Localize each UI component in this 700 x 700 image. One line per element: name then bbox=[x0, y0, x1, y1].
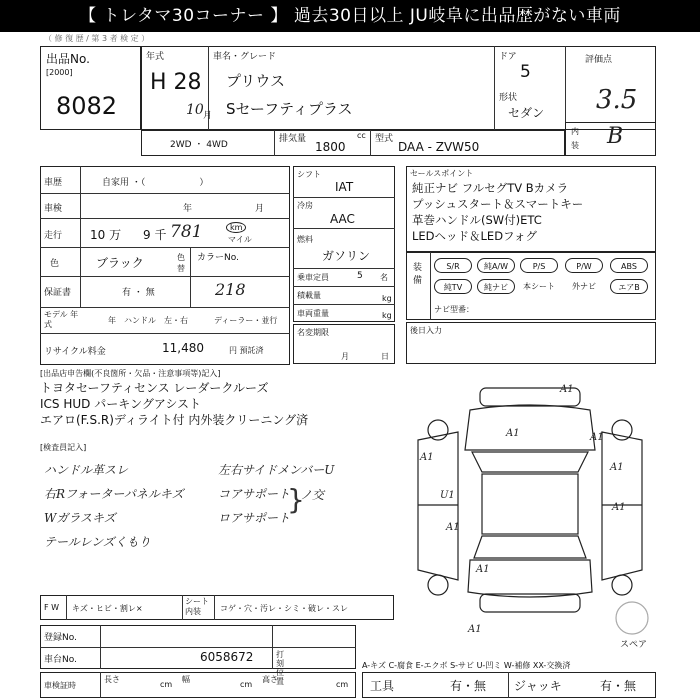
jack-label: ジャッキ bbox=[514, 679, 562, 693]
recycle-label: リサイクル料金 bbox=[44, 347, 106, 357]
left-detail-block bbox=[40, 166, 290, 365]
car-label: 車名・グレード bbox=[213, 52, 277, 62]
header-fragment: （ 修 復 歴 / 第 3 者 検 定 ） bbox=[44, 34, 150, 43]
sales-point-line: プッシュスタート＆スマートキー bbox=[412, 197, 584, 211]
mileage-mile: マイル bbox=[228, 235, 252, 244]
inspector-right-note: ノ交 bbox=[300, 488, 325, 502]
equip-ps: P/S bbox=[520, 258, 558, 273]
width-unit: cm bbox=[240, 680, 253, 689]
displacement-unit: cc bbox=[357, 131, 366, 140]
length-label: 長さ bbox=[104, 675, 120, 684]
damage-mark: A1 bbox=[506, 428, 520, 439]
mileage-label: 走行 bbox=[44, 231, 63, 241]
height-label: 高さ bbox=[262, 675, 278, 684]
tool-value: 有・無 bbox=[450, 679, 487, 693]
chassis-value: 6058672 bbox=[200, 650, 254, 664]
handle-label: ハンドル bbox=[124, 316, 156, 325]
inspection-year: 年 bbox=[183, 204, 193, 214]
inspector-note: ロアサポート bbox=[218, 511, 291, 525]
handle-value: 左・右 bbox=[164, 316, 188, 325]
inspector-note: 左右サイドメンバーU bbox=[218, 463, 335, 477]
damage-mark: A1 bbox=[420, 452, 434, 463]
weight-label: 車両重量 bbox=[297, 309, 329, 318]
model-year-unit: 年 bbox=[108, 316, 116, 325]
color-change-label: 色替 bbox=[177, 253, 185, 273]
equip-seat: 本シート bbox=[520, 279, 558, 294]
namechange-label: 名変期限 bbox=[297, 328, 329, 337]
inspector-note: 右Rフォーターパネルキズ bbox=[44, 487, 184, 501]
inspector-note: コアサポート bbox=[218, 487, 291, 501]
capacity-label: 乗車定員 bbox=[297, 273, 329, 282]
damage-mark: A1 bbox=[560, 384, 574, 395]
spare-label: スペア bbox=[620, 640, 648, 650]
equip-sr: S/R bbox=[434, 258, 472, 273]
mileage-man: 10 万 bbox=[90, 228, 122, 242]
capacity-unit: 名 bbox=[380, 273, 388, 282]
shape-value: セダン bbox=[508, 106, 545, 120]
namechange-month: 月 bbox=[341, 352, 349, 361]
color-value: ブラック bbox=[96, 256, 144, 270]
fuel-label: 燃料 bbox=[297, 235, 313, 244]
doors-value: 5 bbox=[520, 62, 531, 82]
fuel-value: ガソリン bbox=[322, 249, 371, 263]
doors-label: ドア bbox=[499, 52, 517, 62]
history-label: 車歴 bbox=[44, 178, 63, 188]
windshield-outline bbox=[472, 452, 588, 472]
after-input-box bbox=[406, 322, 656, 364]
car-name: プリウス bbox=[226, 72, 285, 90]
cert-label: 車検証時 bbox=[44, 681, 76, 690]
seat-label: シート 内装 bbox=[185, 597, 209, 616]
rear-window-outline bbox=[474, 536, 586, 558]
spare-tire bbox=[616, 602, 648, 634]
color-label: 色 bbox=[50, 259, 60, 269]
reg-label: 登録No. bbox=[44, 633, 77, 643]
brace-mark: } bbox=[287, 483, 305, 516]
interior-label-1: 内 bbox=[571, 127, 579, 136]
drive-type: 2WD ・ 4WD bbox=[170, 140, 228, 150]
sales-points-list bbox=[412, 180, 583, 244]
equip-abs: ABS bbox=[610, 258, 648, 273]
wheel-front-left bbox=[428, 420, 448, 440]
tool-label: 工具 bbox=[370, 679, 395, 693]
damage-mark: U1 bbox=[440, 490, 455, 501]
namechange-day: 日 bbox=[381, 352, 389, 361]
car-diagram bbox=[410, 380, 650, 635]
seat-items: コゲ・穴・汚レ・シミ・破レ・スレ bbox=[220, 604, 348, 613]
shop-note-line: ICS HUD パーキングアシスト bbox=[40, 397, 202, 411]
wheel-rear-left bbox=[428, 575, 448, 595]
shape-label: 形状 bbox=[499, 93, 518, 103]
load-unit: kg bbox=[382, 294, 392, 303]
shift-label: シフト bbox=[297, 170, 321, 179]
banner-title: 【 トレタマ30コーナー 】 過去30日以上 JU岐阜に出品歴がない車両 bbox=[0, 0, 700, 32]
inspector-label: [検査員記入] bbox=[40, 443, 87, 452]
model-label: 型式 bbox=[375, 134, 394, 144]
shop-note-line: トヨタセーフティセンス レーダークルーズ bbox=[40, 381, 269, 395]
load-label: 積載量 bbox=[297, 291, 321, 300]
width-label: 幅 bbox=[182, 675, 190, 684]
inspector-note: ハンドル革スレ bbox=[44, 463, 129, 477]
sales-point-line: LEDヘッド＆LEDフォグ bbox=[412, 229, 537, 243]
interior-label-2: 装 bbox=[571, 141, 579, 150]
equipment-label: 装備 bbox=[413, 263, 423, 286]
equip-navi: 純ナビ bbox=[477, 279, 515, 294]
wheel-rear-right bbox=[612, 575, 632, 595]
displacement-label: 排気量 bbox=[279, 134, 307, 144]
weight-unit: kg bbox=[382, 311, 392, 320]
model-year-label: モデル 年式 bbox=[44, 310, 79, 329]
damage-mark: A1 bbox=[468, 624, 482, 635]
year-month: 10 bbox=[186, 102, 204, 118]
equip-pw: P/W bbox=[565, 258, 603, 273]
mileage-km: km bbox=[226, 222, 246, 233]
hood-outline bbox=[465, 405, 595, 450]
year-label: 年式 bbox=[146, 52, 165, 62]
navi-label: ナビ型番： bbox=[434, 305, 474, 314]
mileage-sen: 9 千 bbox=[143, 228, 167, 242]
equip-airbag: エアB bbox=[610, 279, 648, 294]
roof-outline bbox=[482, 474, 578, 534]
jack-value: 有・無 bbox=[600, 679, 637, 693]
ac-value: AAC bbox=[330, 212, 355, 226]
year-month-unit: 月 bbox=[203, 111, 213, 121]
after-input-label: 後日入力 bbox=[410, 326, 442, 335]
ac-label: 冷房 bbox=[297, 201, 313, 210]
damage-mark: A1 bbox=[590, 432, 604, 443]
interior-value: B bbox=[607, 124, 624, 149]
shop-note-line: エアロ(F.S.R)ディライト付 内外装クリーニング済 bbox=[40, 413, 309, 427]
capacity-value: 5 bbox=[357, 271, 363, 281]
inspection-month: 月 bbox=[255, 204, 265, 214]
inspector-left-notes bbox=[44, 458, 184, 554]
inspection-label: 車検 bbox=[44, 204, 63, 214]
shop-notes-label: [出品店申告欄(不良箇所・欠品・注意事項等)記入] bbox=[40, 369, 221, 378]
lot-year-mark: [2000] bbox=[46, 68, 73, 77]
colorno-value: 218 bbox=[215, 280, 246, 299]
warranty-value: 有 ・ 無 bbox=[122, 288, 155, 298]
lot-number: 8082 bbox=[56, 92, 118, 120]
damage-legend: A-キズ C-腐食 E-エクボ S-サビ U-凹ミ W-補修 XX-交換済 bbox=[362, 661, 571, 670]
equip-ext-navi: 外ナビ bbox=[565, 279, 603, 294]
fw-label: F W bbox=[44, 603, 60, 612]
wheel-front-right bbox=[612, 420, 632, 440]
year-era: H 28 bbox=[150, 70, 202, 95]
equip-tv: 純TV bbox=[434, 279, 472, 294]
sales-point-line: 純正ナビ フルセグTV Bカメラ bbox=[412, 181, 569, 195]
damage-mark: A1 bbox=[612, 502, 626, 513]
inspector-note: Wガラスキズ bbox=[44, 511, 116, 525]
recycle-unit: 円 預託済 bbox=[229, 346, 264, 355]
recycle-value: 11,480 bbox=[162, 341, 204, 355]
inspector-note: テールレンズくもり bbox=[44, 535, 151, 549]
damage-mark: A1 bbox=[610, 462, 624, 473]
damage-mark: A1 bbox=[446, 522, 460, 533]
warranty-label: 保証書 bbox=[44, 288, 72, 298]
history-value: 自家用 ・（ ） bbox=[102, 178, 209, 188]
car-grade: Sセーフティプラス bbox=[226, 100, 353, 118]
bottom-row bbox=[40, 672, 356, 698]
shift-value: IAT bbox=[335, 180, 354, 194]
fw-items: キズ・ヒビ・割レ× bbox=[72, 604, 143, 613]
sales-point-line: 革巻ハンドル(SW付)ETC bbox=[412, 213, 542, 227]
mileage-hand: 781 bbox=[170, 222, 203, 242]
score-value: 3.5 bbox=[596, 85, 638, 115]
chassis-label: 車台No. bbox=[44, 655, 77, 665]
dealer-label: ディーラー・並行 bbox=[214, 316, 278, 325]
height-unit: cm bbox=[336, 680, 349, 689]
score-label: 評価点 bbox=[585, 55, 613, 65]
model-value: DAA - ZVW50 bbox=[398, 140, 480, 154]
stamp-label: 打刻位置 bbox=[276, 650, 284, 686]
length-unit: cm bbox=[160, 680, 173, 689]
damage-mark: A1 bbox=[476, 564, 490, 575]
colorno-label: カラーNo. bbox=[197, 253, 239, 263]
shop-notes-list bbox=[40, 380, 308, 428]
lot-label: 出品No. bbox=[46, 52, 90, 66]
equip-aw: 純A/W bbox=[477, 258, 515, 273]
sales-points-label: セールスポイント bbox=[410, 169, 474, 178]
displacement-value: 1800 bbox=[315, 140, 346, 154]
